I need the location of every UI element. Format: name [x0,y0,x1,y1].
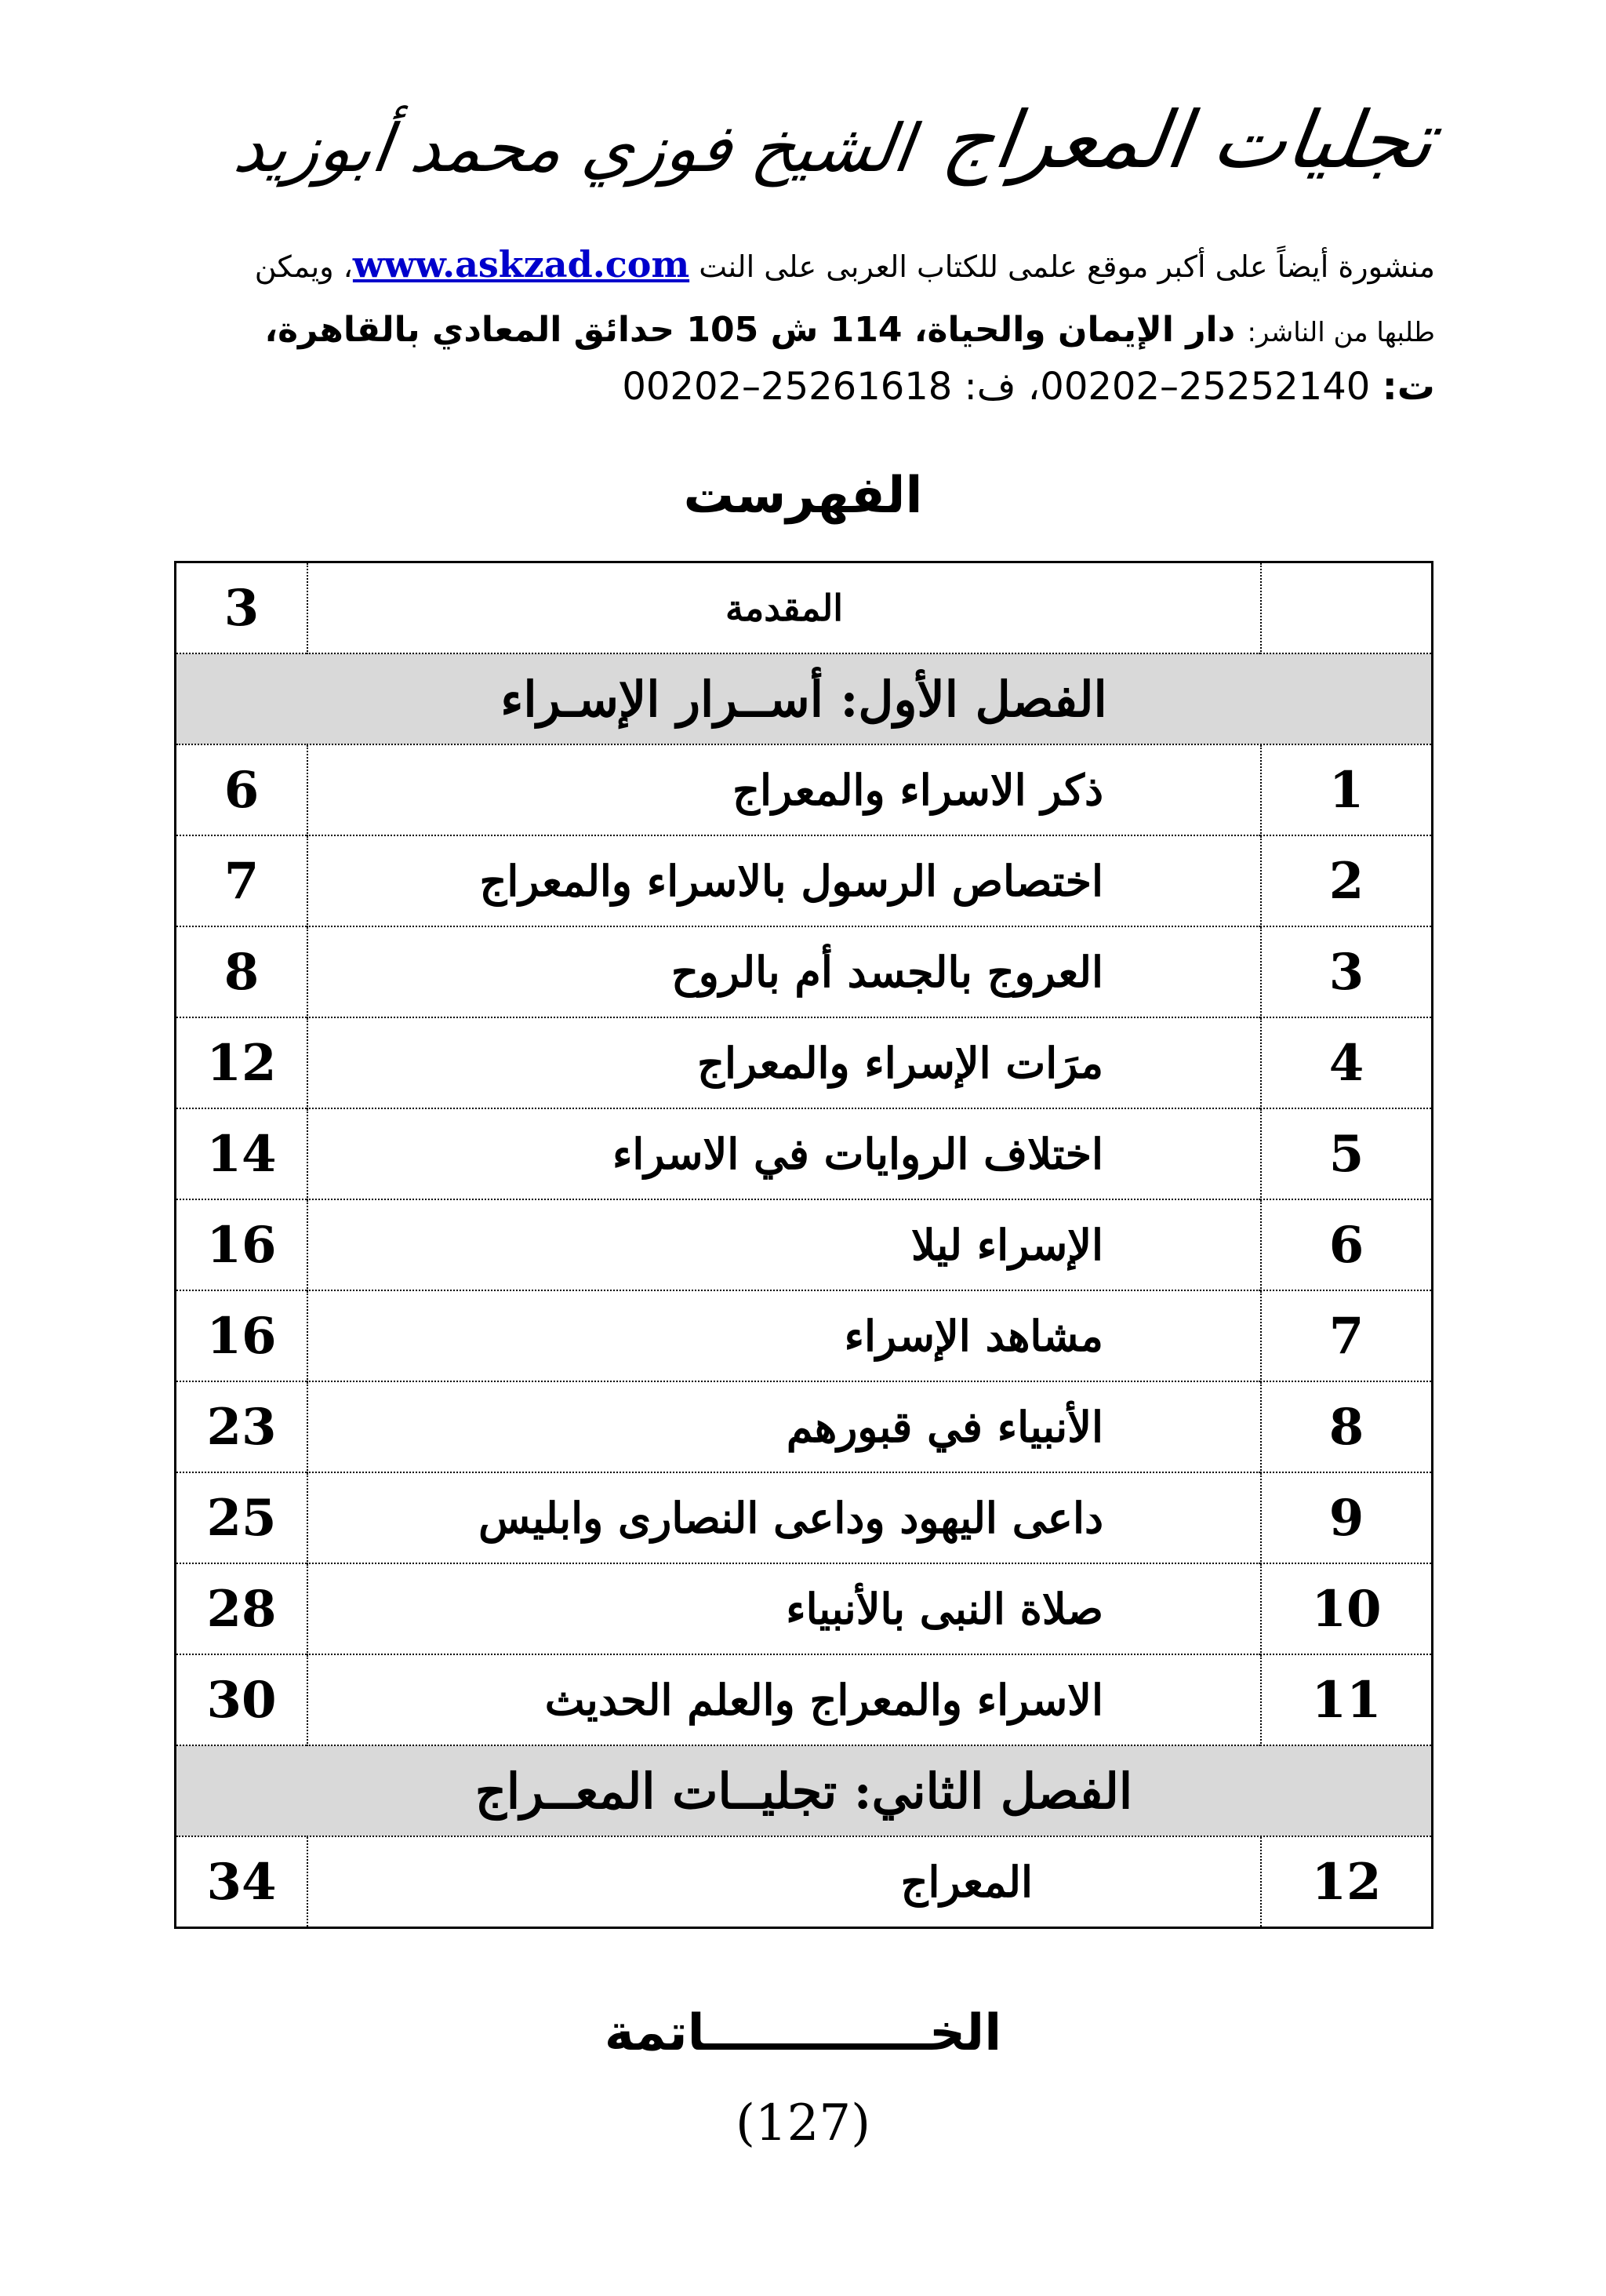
toc-page: 30 [176,1654,308,1745]
toc-num: 7 [1261,1290,1433,1381]
publisher-text: منشورة أيضاً على أكبر موقع علمى للكتاب العربى على النت [699,249,1435,284]
phone-label: ت: [1382,365,1435,409]
closing-heading: الخـــــــــــــاتمة [604,2004,1002,2062]
toc-row [176,1472,1433,1563]
toc-entry-title: داعى اليهود وداعى النصارى وابليس [307,1472,1261,1563]
toc-title: الفهرست [683,467,923,525]
toc-row [176,1108,1433,1199]
toc-row [176,1563,1433,1654]
toc-num: 3 [1261,926,1433,1017]
toc-page: 3 [176,562,308,654]
toc-row [176,1017,1433,1108]
toc-page: 6 [176,744,308,835]
toc-entry-title: ذكر الاسراء والمعراج [307,744,1261,835]
page-header [0,78,1606,235]
publisher-line-3 [157,365,1435,409]
page-number: (127) [735,2094,871,2152]
publisher-address: دار الإيمان والحياة، 114 ش 105 حدائق المعادي بالقاهرة، [264,310,1236,350]
toc-num: 5 [1261,1108,1433,1199]
toc-page: 12 [176,1017,308,1108]
toc-num: 8 [1261,1381,1433,1472]
toc-page: 34 [176,1836,308,1928]
toc-row-intro [176,562,1433,654]
toc-num: 10 [1261,1563,1433,1654]
toc-entry-title: المعراج [307,1836,1261,1928]
section-heading: الفصل الثاني: تجليــات المعــراج [176,1745,1433,1836]
toc-row [176,744,1433,835]
toc-entry-title: الإسراء ليلا [307,1199,1261,1290]
publisher-prefix: طلبها من الناشر: [1247,317,1435,348]
toc-num: 1 [1261,744,1433,835]
toc-page: 7 [176,835,308,926]
toc-entry-title: مرَات الإسراء والمعراج [307,1017,1261,1108]
toc-entry-title: العروج بالجسد أم بالروح [307,926,1261,1017]
website-link[interactable]: www.askzad.com [352,243,690,286]
author-calligraphy: الشيخ فوزي محمد أبوزيد [230,110,918,187]
toc-num: 12 [1261,1836,1433,1928]
toc-num: 4 [1261,1017,1433,1108]
publisher-line1-end: ، ويمكن [254,249,353,284]
toc-entry-title: المقدمة [307,562,1261,654]
toc-row [176,835,1433,926]
toc-num: 6 [1261,1199,1433,1290]
toc-page: 16 [176,1290,308,1381]
toc-row [176,1654,1433,1745]
toc-page: 23 [176,1381,308,1472]
toc-row [176,1199,1433,1290]
phone-fax: 25252140–00202، ف: 25261618–00202 [622,365,1371,409]
toc-row [176,1290,1433,1381]
toc-num: 2 [1261,835,1433,926]
toc-num [1261,562,1433,654]
toc-page: 28 [176,1563,308,1654]
toc-entry-title: صلاة النبى بالأنبياء [307,1563,1261,1654]
toc-row [176,1836,1433,1928]
toc-entry-title: الاسراء والمعراج والعلم الحديث [307,1654,1261,1745]
section-heading: الفصل الأول: أســرار الإسـراء [176,653,1433,744]
toc-row [176,926,1433,1017]
toc-table [174,561,1433,1929]
toc-page: 14 [176,1108,308,1199]
section-heading-row [176,653,1433,744]
toc-page: 16 [176,1199,308,1290]
toc-entry-title: اختصاص الرسول بالاسراء والمعراج [307,835,1261,926]
section-heading-row [176,1745,1433,1836]
toc-entry-title: مشاهد الإسراء [307,1290,1261,1381]
publisher-line-2 [157,310,1435,350]
book-title-calligraphy: تجليات المعراج [937,94,1441,186]
toc-entry-title: الأنبياء في قبورهم [307,1381,1261,1472]
toc-num: 11 [1261,1654,1433,1745]
publisher-line-1 [157,243,1435,286]
toc-entry-title: اختلاف الروايات في الاسراء [307,1108,1261,1199]
toc-page: 25 [176,1472,308,1563]
toc-row [176,1381,1433,1472]
toc-num: 9 [1261,1472,1433,1563]
toc-page: 8 [176,926,308,1017]
